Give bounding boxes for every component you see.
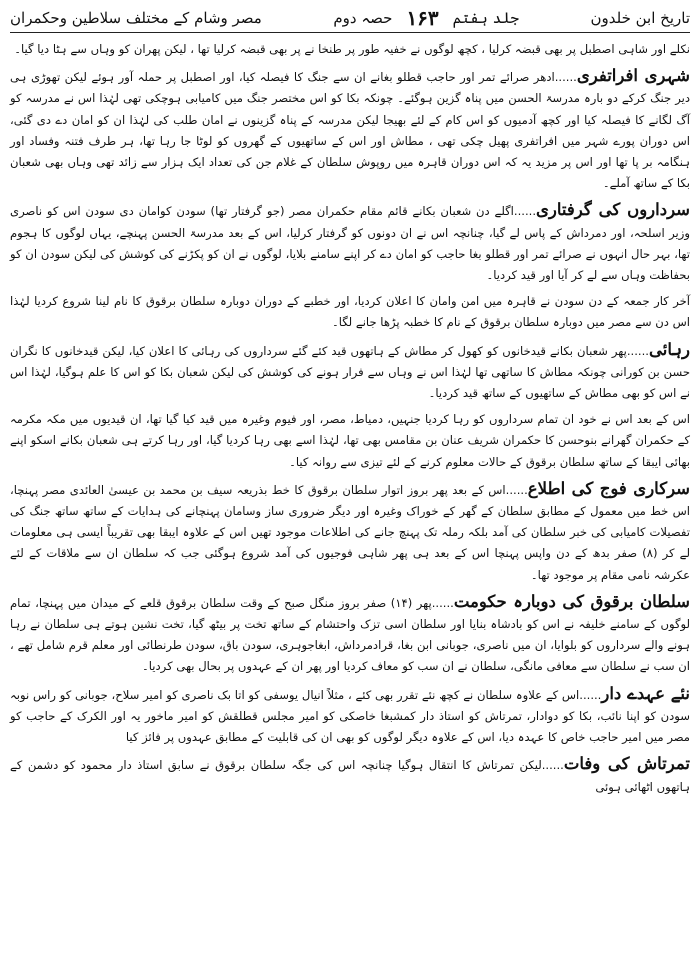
header-center [333,6,519,30]
section-paragraph [10,591,690,678]
section-title: شہری افراتفری [576,66,691,86]
section-title: سرداروں کی گرفتاری [536,200,690,220]
section-text: ......لیکن تمرتاش کا انتقال ہوگیا چنانچہ اس کی جگہ سلطان برقوق نے سابق استاذ دار محمود کو دشمن کے ہاتھوں اٹھائی ہوئی [10,758,690,794]
section-paragraph [10,199,690,286]
section-paragraph [10,478,690,586]
section-paragraph [10,65,690,194]
section-paragraph [10,339,690,405]
book-title: تاریخ ابن خلدون [590,9,690,27]
page-header [10,6,690,30]
page-number: ۱۶۳ [406,6,439,30]
section-title: سرکاری فوج کی اطلاع [527,478,690,498]
section-text: ......ادھر صرائے تمر اور حاجب قطلو بغانے ان سے جنگ کا فیصلہ کیا، اور اصطبل پر حملہ آور ہوئے لیکن تھوڑی ہی دیر جنگ کرکے دو بارہ مدرسۃ الحسن میں پناہ گزین ہوگئے۔ چونکہ بکا کو اس مختصر جنگ میں کامیابی ہوچکی تھی لہٰذا اس نے مدرسہ کو آگ لگانے کا فیصلہ کیا اور کچھ آدمیوں کو اس کام کے لئے بھیجا لیکن مدرسہ کے پناہ گزینوں نے امان طلب کی لہٰذا ان کو امان دے دی گئی، اس دوران پورے شہر میں افراتفری پھیل چکی تھی ، مطاش اور اس کے ساتھیوں کے گھروں کو لوٹا جا رہا تھا، ہر طرف فتنہ وفساد اور ہنگامہ بر پا تھا اور اس پر مزید یہ کہ اس دوران قاہرہ میں روپوش سلطان کے غلام جن کی تعداد ایک ہزار سے زائد تھی وہاں بھی شعبان بکا کے ساتھ آملے۔ [10,70,690,191]
section-text: ......اس کے بعد پھر بروز اتوار سلطان برقوق کا خط بذریعہ سیف بن محمد بن عیسیٰ العائدی مصر پہنچا، اس خط میں معمول کے مطابق سلطان کے گھر کے خوراک وغیرہ اور دیگر ضروری ساز وسامان پہنچانے کی ہدایات کے ساتھ ساتھ جنگ کی تفصیلات کامیابی کی خبر سلطان کی آمد بلکہ رملہ تک پہنچ جانے کی اطلاعات موجود تھیں اس کے علاوہ ایبقا بھی تقریباً ایسی ہی معلومات لے کر (۸) صفر بدھ کے دن واپس پہنچا اس کے بعد ہی پھر شاہی فوجیوں کی آمد شروع ہوگئی جب کہ سلطان ان سے ملاقات کے لئے عکرشہ نامی مقام پر موجود تھا۔ [10,482,691,582]
page-body [10,39,690,798]
chapter-title: مصر وشام کے مختلف سلاطین وحکمران [10,9,262,27]
book-page [10,6,690,969]
section-text: ......اس کے علاوہ سلطان نے کچھ نئے تقرر بھی کئے ، مثلاً انیال یوسفی کو اتا بک ناصری کو امیر سلاح، جوبانی کو راس نوبہ سودن کو اپنا نائب، بکا کو دوادار، تمرتاش کو استاذ دار کمشبغا خاصکی کو امیر مجلس قطلقش کو امیر ماخور یہ اور الکرک کے حاجب کو مصر میں امیر حاجب خاص کا عہدہ دیا، اس کے علاوہ دیگر لوگوں کو بھی ان کی قابلیت کے مطابق عہدوں پر فائز کیا [10,687,690,745]
section-paragraph: اس کے بعد اس نے خود ان تمام سرداروں کو رہا کردیا جنہیں، دمیاط، مصر، اور فیوم وغیرہ میں قید کیا گیا تھا، ان قیدیوں میں مکہ مکرمہ کے حکمران گھرانے بنوحسن کا حکمران شریف عنان بن مقامس بھی تھا، لہٰذا اسے بھی رہا کردیا گیا، اور رہا کرتے ہی شعبان بکانے اسکو اپنے بھائی ایبقا کے ساتھ سلطان برقوق کے حالات معلوم کرنے کے لئے تیزی سے روانہ کیا۔ [10,412,690,469]
part-label: حصہ دوم [333,9,393,27]
intro-paragraph: نکلے اور شاہی اصطبل پر بھی قبضہ کرلیا ، کچھ لوگوں نے خفیہ طور پر طنخا نے پر بھی قبضہ کرلیا تھا ، لیکن پھران کو وہاں سے ہٹا دیا گیا۔ [14,42,690,56]
section-title: رہائی [648,339,690,359]
section-text: ......پھر شعبان بکانے قیدخانوں کو کھول کر مطاش کے ہاتھوں قید کئے گئے سرداروں کی رہائی کا اعلان کیا، لیکن قیدخانوں کا نگران حسن بن کورانی چونکہ مطاش کا ساتھی تھا لہٰذا اس نے وہاں سے فرار ہونے کی کوشش کی لیکن شعبان بکا کو اس کا علم ہوگیا، لہٰذا اس نے اس کو بھی مطاش کے ساتھیوں کے ساتھ قید کردیا۔ [10,343,690,401]
section-text: ......اگلے دن شعبان بکانے قائم مقام حکمران مصر (جو گرفتار تھا) سودن کوامان دی سودن اس کو ناصری وزیر اسلحہ، اور دمرداش کے پاس لے گیا، چنانچہ اس نے ان دونوں کو گرفتار کرلیا، اس کے بعد مدرسۃ الحسن پہنچے، یہاں لوگوں کا ہجوم تھا، بہر حال انہوں نے صرائے تمر اور قطلو بغا حاجب کو امان دے کر اپنے سامنے بلایا، لوگوں نے ان کو پکڑنے کی کوشش کی لیکن سودن ان کو بحفاظت وہاں سے لے کر آیا اور قید کردیا۔ [10,204,690,283]
section-title: نئے عہدے دار [601,683,690,703]
section-text: ......پھر (۱۴) صفر بروز منگل صبح کے وقت سلطان برقوق قلعے کے میدان میں پہنچا، تمام لوگوں کے سامنے خلیفہ نے اس کو بادشاہ بنایا اور سلطان اسی تزک واحتشام کے ساتھ تخت پر بیٹھ گیا، تخت نشین ہوتے ہی سلطان نے رہا ہونے والے سرداروں کو بلوایا، ان میں ناصری، جوبانی ابن بغا، قرادمرداش، ابغاجوہری، سودن باق، سودن طرنطائی اور معلم قرم شامل تھے ، ان سب نے سلطان سے معافی مانگی، سلطان نے ان سب کو معاف کردیا اور پھر ان کے عہدوں پر بحال بھی کردیا۔ [10,595,690,674]
section-paragraph [10,683,690,749]
volume-label: جلد ہفتم [452,9,519,27]
section-paragraph [10,753,690,797]
section-title: تمرتاش کی وفات [563,754,690,774]
header-rule [10,32,690,33]
section-paragraph: آخر کار جمعہ کے دن سودن نے قاہرہ میں امن وامان کا اعلان کردیا، اور خطبے کے دوران دوبارہ سلطان برقوق کا نام لینا شروع کردیا لہٰذا اس دن سے مصر میں دوبارہ سلطان برقوق کے نام کا خطبہ پڑھا جانے لگا۔ [10,294,690,330]
section-title: سلطان برقوق کی دوبارہ حکومت [453,591,690,611]
